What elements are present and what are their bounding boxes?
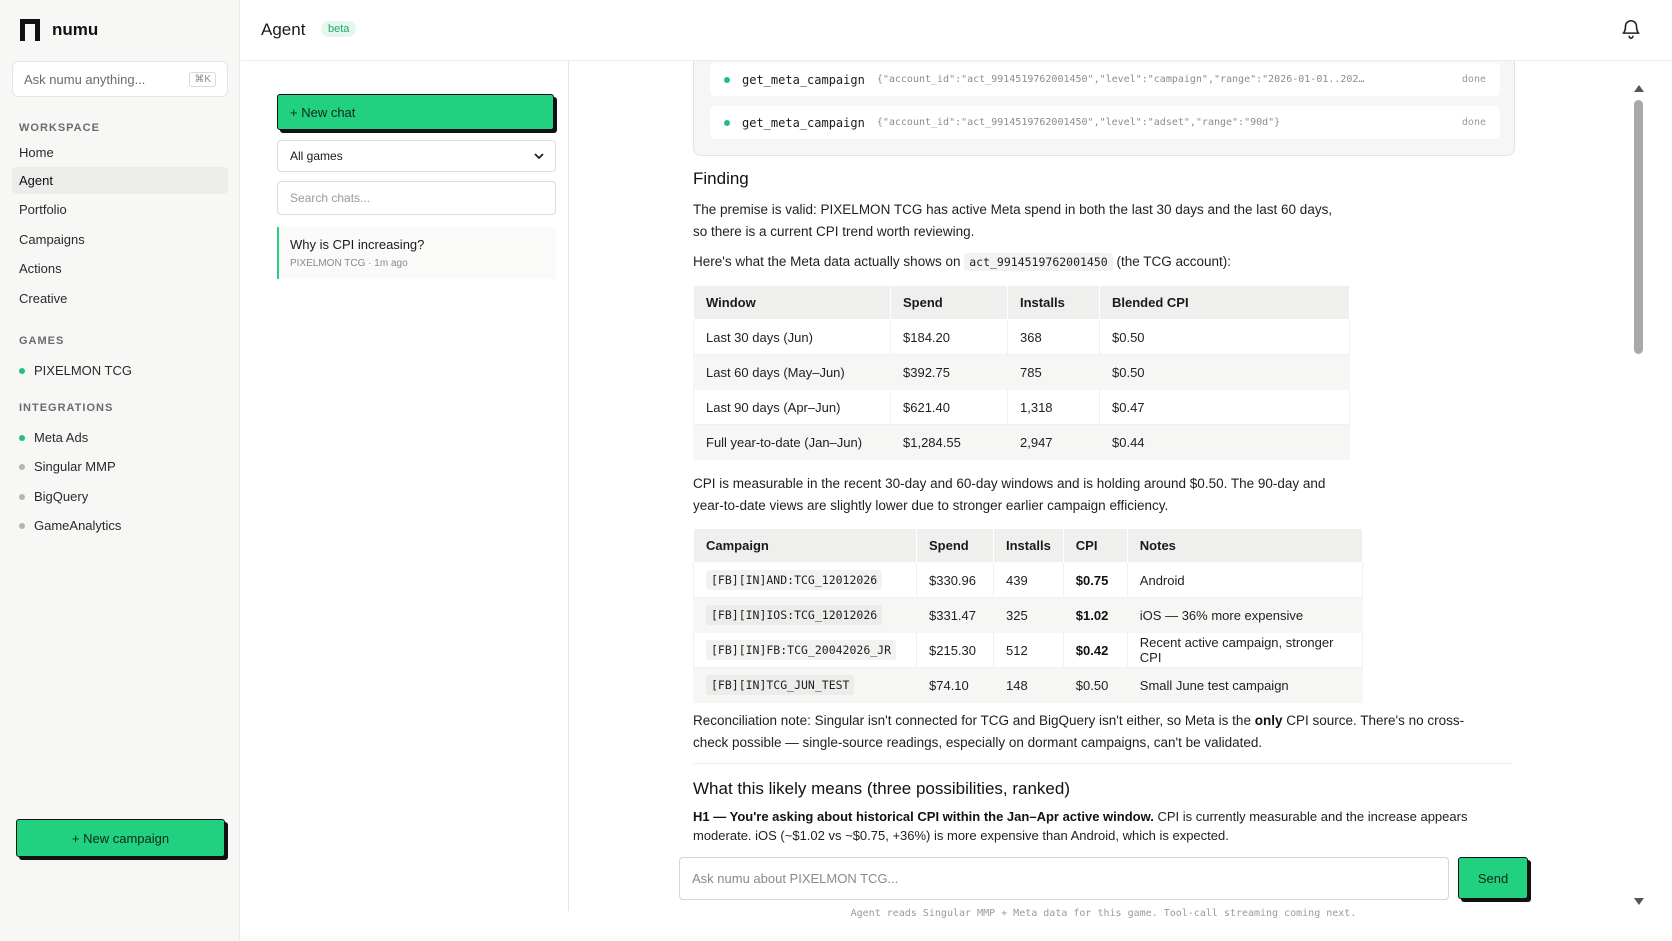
table-cell: $215.30: [917, 633, 994, 668]
table-header: Notes: [1127, 529, 1362, 563]
scrollbar[interactable]: [1630, 85, 1648, 905]
ask-numu-placeholder: Ask numu anything...: [24, 71, 146, 87]
campaign-code: [FB][IN]TCG_JUN_TEST: [706, 675, 854, 695]
tool-calls-panel: [693, 61, 1515, 156]
table-cell: 368: [1008, 320, 1100, 355]
table-header: Blended CPI: [1100, 286, 1350, 320]
sidebar-item-label: Actions: [19, 261, 62, 276]
sidebar-game-pixelmon-tcg[interactable]: [12, 357, 228, 384]
sidebar-item-actions[interactable]: [12, 255, 228, 282]
hypothesis-h1: [693, 807, 1503, 845]
tool-call-name: get_meta_campaign: [742, 72, 865, 87]
table-header: Spend: [917, 529, 994, 563]
chat-list-panel: [241, 61, 569, 911]
numu-logo-icon: [20, 19, 40, 41]
section-divider: [693, 763, 1513, 764]
sidebar-item-label: Portfolio: [19, 202, 67, 217]
brand-name: numu: [52, 20, 99, 39]
tool-call-args: {"account_id":"act_9914519762001450","level":"adset","range":"90d"}: [876, 117, 1281, 128]
table-cell: Android: [1127, 563, 1362, 598]
table-cell: Last 60 days (May–Jun): [694, 355, 891, 390]
table-header: Spend: [891, 286, 1008, 320]
sidebar-item-label: Singular MMP: [34, 459, 116, 474]
table-cell: iOS — 36% more expensive: [1127, 598, 1362, 633]
table-cell: 512: [994, 633, 1064, 668]
tool-call-status: done: [1461, 117, 1486, 128]
top-header: [241, 0, 1672, 61]
table-row: [694, 390, 1350, 425]
table-cell: [694, 668, 917, 703]
integration-gameanalytics[interactable]: [12, 512, 228, 539]
table-cell: $0.50: [1100, 320, 1350, 355]
tool-call-name: get_meta_campaign: [742, 115, 865, 130]
table-header: Installs: [1008, 286, 1100, 320]
tool-done-dot-icon: [724, 77, 730, 83]
tool-call-row[interactable]: [710, 63, 1500, 96]
game-filter-select[interactable]: [277, 140, 556, 172]
message-input[interactable]: Ask numu about PIXELMON TCG...: [679, 857, 1449, 900]
search-chats-input[interactable]: Search chats...: [277, 181, 556, 215]
sidebar-item-label: Agent: [19, 173, 53, 188]
table-header: Campaign: [694, 529, 917, 563]
emphasis: only: [1254, 713, 1283, 728]
new-campaign-button[interactable]: + New campaign: [16, 819, 225, 857]
table-row: [694, 355, 1350, 390]
table-cell: Recent active campaign, stronger CPI: [1127, 633, 1362, 668]
table-row: [694, 633, 1363, 668]
scrollbar-thumb[interactable]: [1634, 100, 1643, 354]
brand[interactable]: [20, 18, 98, 42]
disconnected-status-dot-icon: [19, 523, 25, 529]
sidebar-item-label: PIXELMON TCG: [34, 363, 133, 378]
finding-paragraph-2: [693, 251, 1493, 273]
table-cell: [1063, 598, 1127, 633]
sidebar-item-creative[interactable]: [12, 285, 228, 312]
composer-footnote: Agent reads Singular MMP + Meta data for this game. Tool-call streaming coming next.: [850, 908, 1357, 919]
table-cell: [694, 563, 917, 598]
table-cell: $184.20: [891, 320, 1008, 355]
table-cell: 439: [994, 563, 1064, 598]
sidebar-item-label: Home: [19, 145, 54, 160]
table-cell: $0.47: [1100, 390, 1350, 425]
chat-game: PIXELMON TCG: [290, 258, 366, 269]
cpi-value: $0.75: [1075, 572, 1109, 588]
table-row: [694, 563, 1363, 598]
table-row: [694, 598, 1363, 633]
hypothesis-text: CPI is currently measurable and the increase appears moderate. iOS (~$1.02 vs ~$0.75, +36%) is more expensive than Android, which is expected.: [693, 809, 1468, 843]
table-cell: $0.44: [1100, 425, 1350, 460]
sidebar-item-label: GameAnalytics: [34, 518, 122, 533]
text-fragment: CPI source. There's no cross-check possible — single-source readings, especially on dormant campaigns, can't be validated.: [693, 713, 1465, 750]
table-cell: $0.50: [1100, 355, 1350, 390]
meta-separator: ·: [368, 258, 375, 269]
chevron-down-icon: [533, 150, 545, 162]
chat-list-item[interactable]: [277, 227, 556, 279]
table-cell: 1,318: [1008, 390, 1100, 425]
table-row: [694, 425, 1350, 460]
finding-heading: Finding: [693, 169, 749, 188]
likely-means-heading: What this likely means (three possibilities, ranked): [693, 779, 1070, 798]
disconnected-status-dot-icon: [19, 494, 25, 500]
connected-status-dot-icon: [19, 435, 25, 441]
table-cell: Last 90 days (Apr–Jun): [694, 390, 891, 425]
table-cell: $0.50: [1063, 668, 1127, 703]
table-cell: 785: [1008, 355, 1100, 390]
sidebar-item-agent[interactable]: [12, 167, 228, 194]
table-cell: $74.10: [917, 668, 994, 703]
table-cell: $392.75: [891, 355, 1008, 390]
sidebar-item-label: Meta Ads: [34, 430, 89, 445]
table-header: CPI: [1063, 529, 1127, 563]
table-cell: 2,947: [1008, 425, 1100, 460]
text-fragment: Here's what the Meta data actually shows on: [693, 254, 961, 269]
campaign-code: [FB][IN]FB:TCG_20042026_JR: [706, 640, 896, 660]
table-cell: 148: [994, 668, 1064, 703]
cpi-value: $1.02: [1075, 607, 1109, 623]
cpi-window-table: [693, 285, 1350, 460]
table-cell: $1,284.55: [891, 425, 1008, 460]
scroll-down-arrow-icon[interactable]: [1634, 898, 1644, 905]
scroll-up-arrow-icon[interactable]: [1634, 85, 1644, 92]
tool-call-args: {"account_id":"act_9914519762001450","level":"campaign","range":"2026-01-01..202…: [876, 74, 1365, 85]
reconciliation-note: [693, 710, 1493, 754]
table-cell: Last 30 days (Jun): [694, 320, 891, 355]
sidebar: [0, 0, 240, 941]
table-cell: [694, 633, 917, 668]
table-cell: Small June test campaign: [1127, 668, 1362, 703]
integrations-section-label: INTEGRATIONS: [19, 402, 114, 414]
ask-numu-input[interactable]: [12, 61, 228, 97]
tool-done-dot-icon: [724, 120, 730, 126]
integration-meta-ads[interactable]: [12, 424, 228, 451]
sidebar-item-label: BigQuery: [34, 489, 89, 504]
sidebar-item-campaigns[interactable]: [12, 226, 228, 253]
table-row: [694, 668, 1363, 703]
finding-paragraph-3: CPI is measurable in the recent 30-day and 60-day windows and is holding around $0.50. The 90-day and year-to-date views are slightly lower due to stronger earlier campaign efficiency.: [693, 476, 1326, 513]
page-title: Agent: [261, 20, 306, 39]
text-fragment: Reconciliation note: Singular isn't connected for TCG and BigQuery isn't either, so Meta is the: [693, 713, 1251, 728]
chat-title: Why is CPI increasing?: [290, 237, 425, 252]
table-cell: $331.47: [917, 598, 994, 633]
campaign-code: [FB][IN]IOS:TCG_12012026: [706, 605, 882, 625]
bell-icon[interactable]: [1620, 18, 1642, 40]
sidebar-item-home[interactable]: [12, 139, 228, 166]
games-section-label: GAMES: [19, 335, 65, 347]
table-cell: [694, 598, 917, 633]
tool-call-row[interactable]: [710, 106, 1500, 139]
sidebar-item-label: Campaigns: [19, 232, 85, 247]
sidebar-item-label: Creative: [19, 291, 68, 306]
text-fragment: (the TCG account):: [1116, 254, 1232, 269]
sidebar-item-portfolio[interactable]: [12, 196, 228, 223]
table-cell: 325: [994, 598, 1064, 633]
integration-bigquery[interactable]: [12, 483, 228, 510]
chat-meta: [290, 258, 545, 269]
game-status-dot-icon: [19, 368, 25, 374]
table-header: Window: [694, 286, 891, 320]
table-cell: [1063, 563, 1127, 598]
table-cell: [1063, 633, 1127, 668]
workspace-section-label: WORKSPACE: [19, 122, 100, 134]
campaign-cpi-table: [693, 528, 1363, 703]
table-row: [694, 320, 1350, 355]
new-chat-button[interactable]: + New chat: [277, 94, 554, 130]
send-button[interactable]: Send: [1458, 857, 1528, 899]
table-header: Installs: [994, 529, 1064, 563]
account-id-code: act_9914519762001450: [964, 253, 1112, 271]
table-cell: $621.40: [891, 390, 1008, 425]
disconnected-status-dot-icon: [19, 464, 25, 470]
finding-paragraph-1: The premise is valid: PIXELMON TCG has active Meta spend in both the last 30 days and the last 60 days, so there is a current CPI trend worth reviewing.: [693, 202, 1333, 239]
integration-singular-mmp[interactable]: [12, 453, 228, 480]
hypothesis-title: H1 — You're asking about historical CPI within the Jan–Apr active window.: [693, 809, 1154, 824]
cpi-value: $0.42: [1075, 642, 1109, 658]
table-cell: $330.96: [917, 563, 994, 598]
campaign-code: [FB][IN]AND:TCG_12012026: [706, 570, 882, 590]
chat-time: 1m ago: [374, 258, 408, 269]
table-cell: Full year-to-date (Jan–Jun): [694, 425, 891, 460]
conversation-area: [570, 61, 1630, 851]
game-filter-value: All games: [290, 149, 343, 163]
tool-call-status: done: [1461, 74, 1486, 85]
beta-badge: beta: [321, 21, 356, 37]
shortcut-hint: ⌘K: [189, 72, 216, 87]
